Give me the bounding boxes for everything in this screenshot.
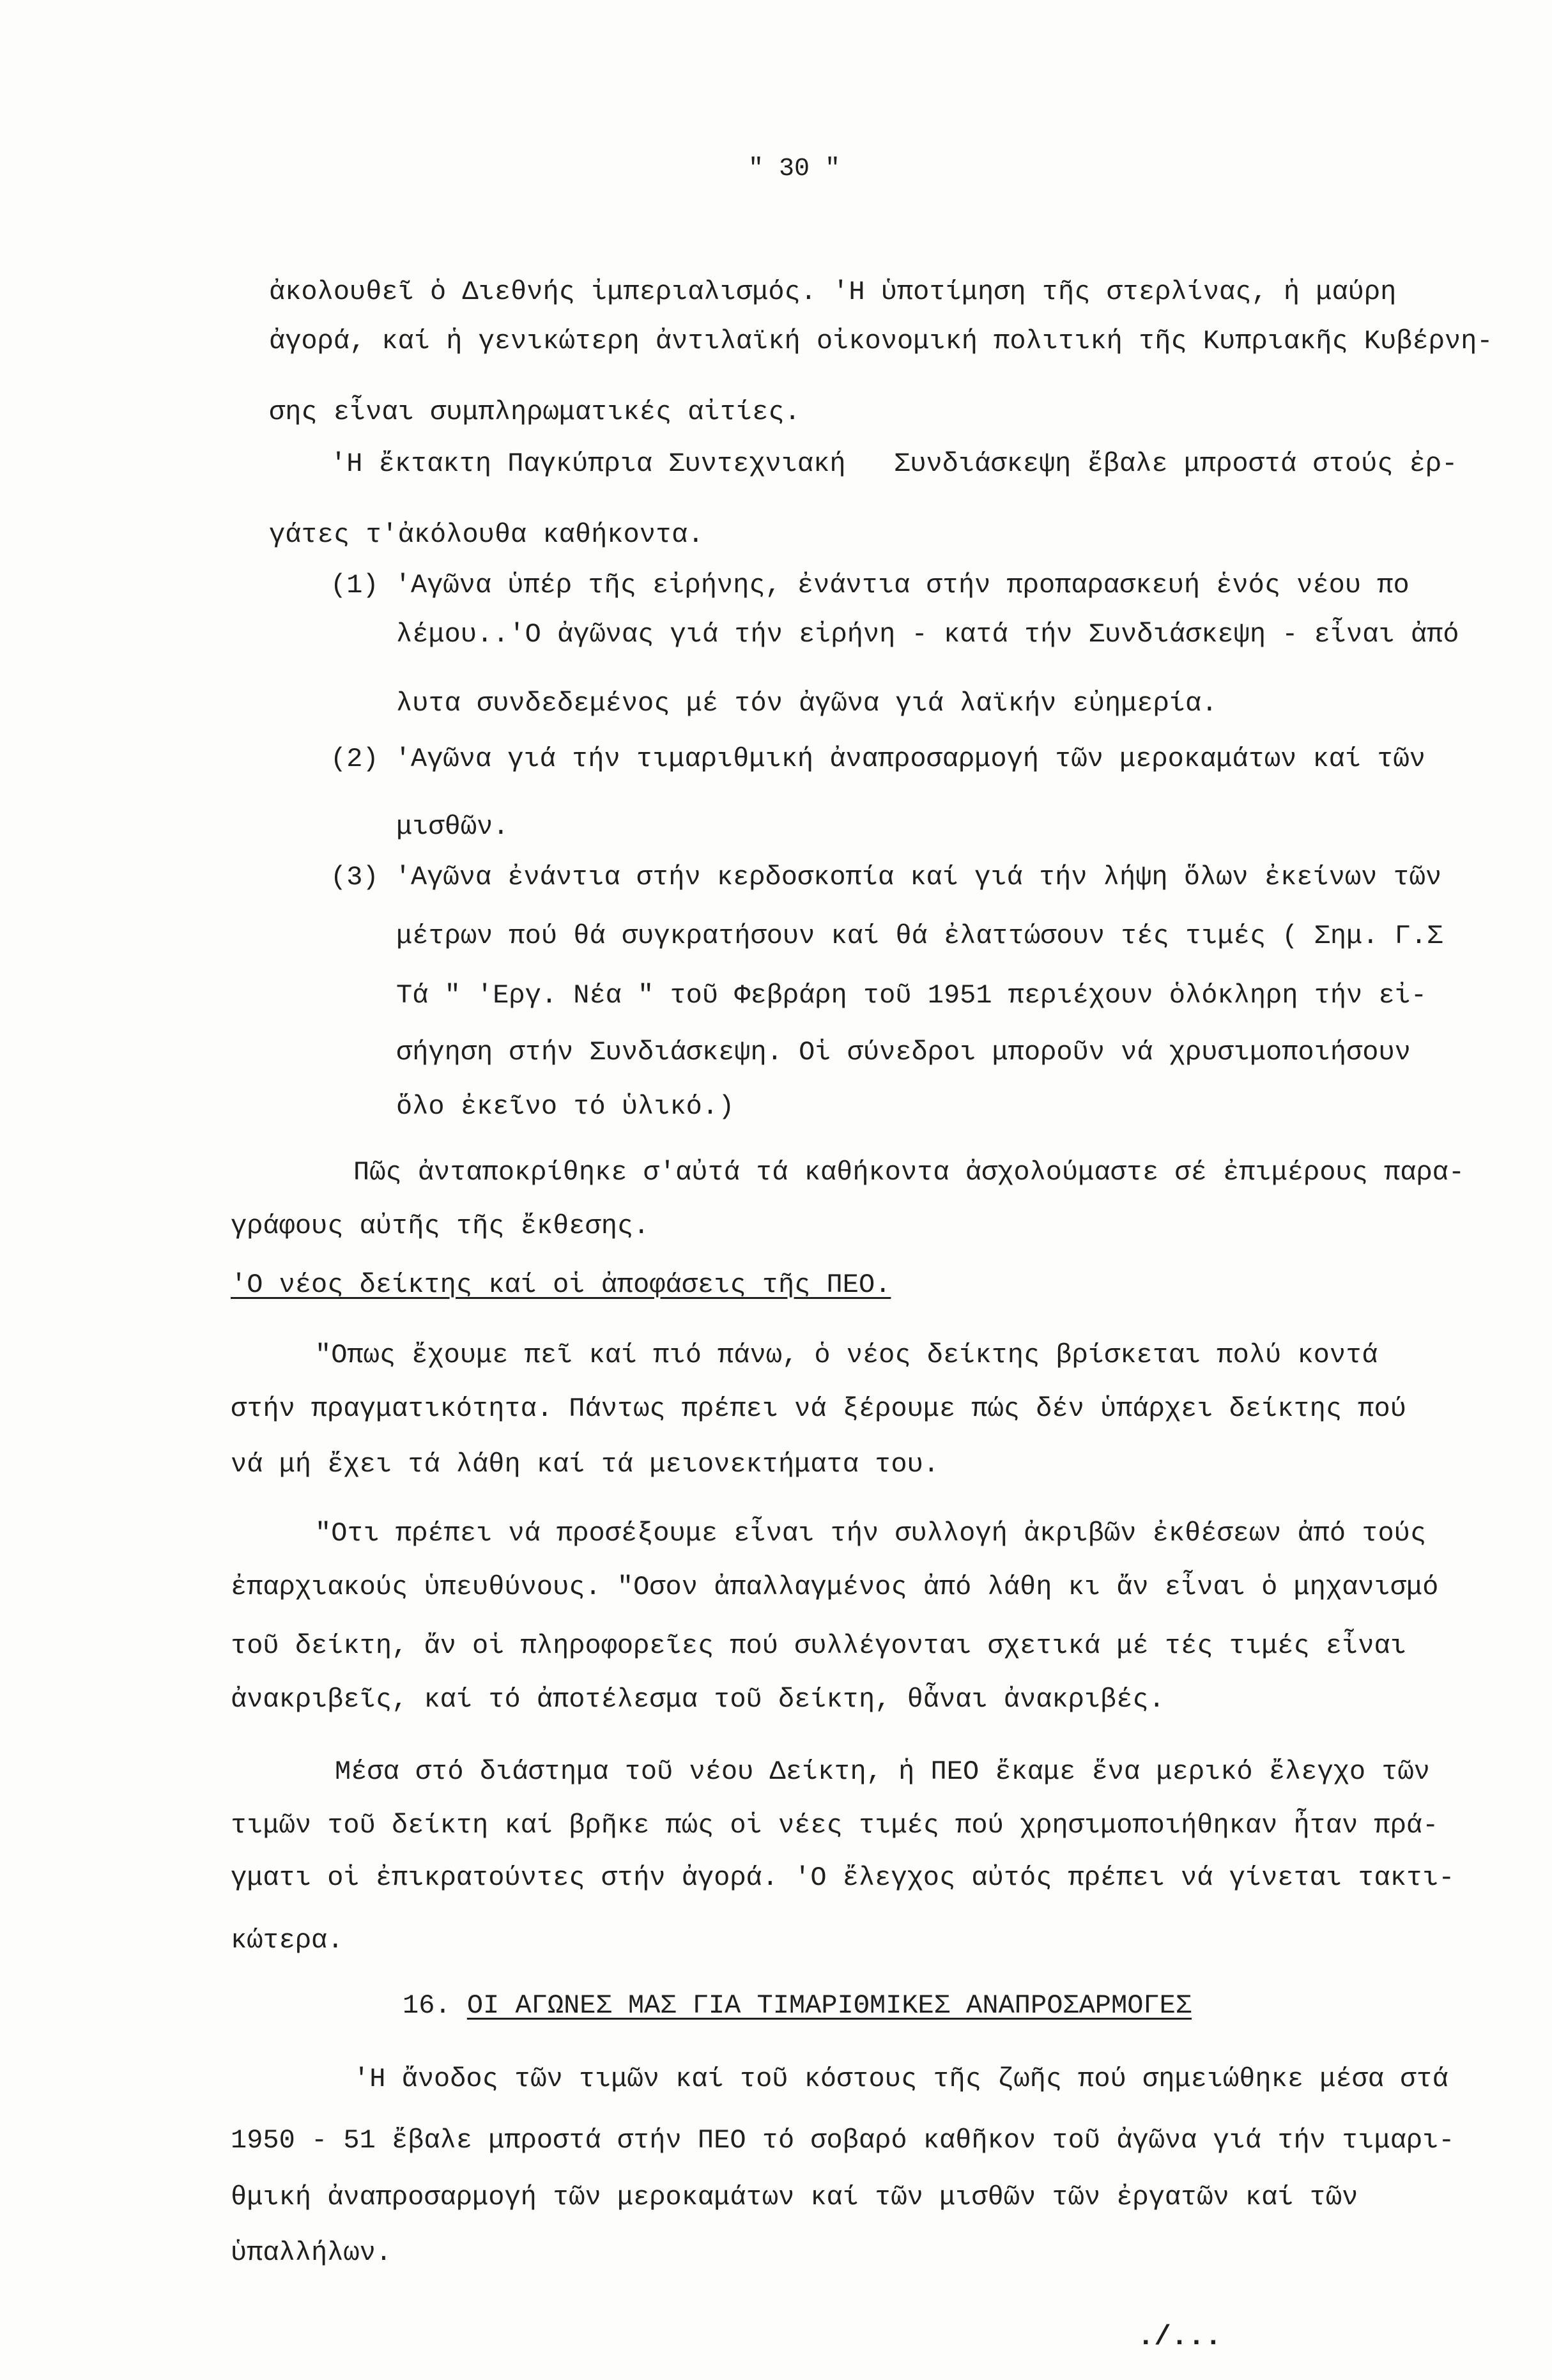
section-number: 16. — [403, 1990, 451, 2021]
text-line: ἐπαρχιακούς ὑπευθύνους. "Οσον ἀπαλλαγμένος ἀπό λάθη κι ἄν εἶναι ὁ μηχανισμό — [231, 1572, 1439, 1602]
text-line: Τά " 'Εργ. Νέα " τοῦ Φεβράρη τοῦ 1951 περιέχουν ὁλόκληρη τήν εἰ- — [396, 980, 1427, 1011]
text-line: σης εἶναι συμπληρωματικές αἰτίες. — [269, 397, 801, 427]
list-item-3: (3) 'Αγῶνα ἐνάντια στήν κερδοσκοπία καί γιά τήν λήψη ὅλων ἐκείνων τῶν — [330, 862, 1442, 893]
text-line: μισθῶν. — [396, 811, 509, 842]
text-line: λέμου..'Ο ἀγῶνας γιά τήν εἰρήνη - κατά τήν Συνδιάσκεψη - εἶναι ἀπό — [396, 619, 1459, 650]
text-line: ἀγορά, καί ἡ γενικώτερη ἀντιλαϊκή οἰκονομική πολιτική τῆς Κυπριακῆς Κυβέρνη- — [269, 326, 1493, 357]
text-line: τοῦ δείκτη, ἄν οἱ πληροφορεῖες πού συλλέγονται σχετικά μέ τές τιμές εἶναι — [231, 1631, 1406, 1661]
list-item-2: (2) 'Αγῶνα γιά τήν τιμαριθμική ἀναπροσαρμογή τῶν μεροκαμάτων καί τῶν — [330, 744, 1425, 774]
text-line: 'Η ἔκτακτη Παγκύπρια Συντεχνιακή Συνδιάσκεψη ἔβαλε μπροστά στούς ἐρ- — [330, 449, 1458, 479]
continuation-mark: ./... — [1137, 2321, 1222, 2353]
text-line: κώτερα. — [231, 1925, 344, 1956]
text-line: Πῶς ἀνταποκρίθηκε σ'αὐτά τά καθήκοντα ἀσχολούμαστε σέ ἐπιμέρους παρα- — [353, 1157, 1465, 1188]
text-line: γράφους αὐτῆς τῆς ἔκθεσης. — [231, 1211, 650, 1241]
text-line: "Οπως ἔχουμε πεῖ καί πιό πάνω, ὁ νέος δείκτης βρίσκεται πολύ κοντά — [315, 1340, 1378, 1370]
text-line: τιμῶν τοῦ δείκτη καί βρῆκε πώς οἱ νέες τιμές πού χρησιμοποιήθηκαν ἦταν πρά- — [231, 1810, 1439, 1841]
text-line: νά μή ἔχει τά λάθη καί τά μειονεκτήματα του. — [231, 1449, 939, 1480]
list-item-1: (1) 'Αγῶνα ὑπέρ τῆς εἰρήνης, ἐνάντια στήν προπαρασκευή ἑνός νέου πο — [330, 570, 1410, 601]
text-line: ἀνακριβεῖς, καί τό ἀποτέλεσμα τοῦ δείκτη, θἆναι ἀνακριβές. — [231, 1684, 1165, 1715]
section-title: ΟΙ ΑΓΩΝΕΣ ΜΑΣ ΓΙΑ ΤΙΜΑΡΙΘΜΙΚΕΣ ΑΝΑΠΡΟΣΑΡΜΟΓΕΣ — [466, 1990, 1192, 2021]
text-line: γματι οἱ ἐπικρατούντες στήν ἀγορά. 'Ο ἔλεγχος αὐτός πρέπει νά γίνεται τακτι- — [231, 1862, 1455, 1893]
page-number: " 30 " — [748, 155, 841, 183]
text-line: λυτα συνδεδεμένος μέ τόν ἀγῶνα γιά λαϊκήν εὐημερία. — [396, 688, 1218, 719]
text-line: "Οτι πρέπει νά προσέξουμε εἶναι τήν συλλογή ἀκριβῶν ἐκθέσεων ἀπό τούς — [315, 1518, 1427, 1549]
text-line: Μέσα στό διάστημα τοῦ νέου Δείκτη, ἡ ΠΕΟ ἔκαμε ἕνα μερικό ἔλεγχο τῶν — [335, 1756, 1430, 1787]
text-line: μέτρων πού θά συγκρατήσουν καί θά ἐλαττώσουν τές τιμές ( Σημ. Γ.Σ — [396, 921, 1443, 951]
text-line: ὑπαλλήλων. — [231, 2238, 392, 2268]
text-line: γάτες τ'ἀκόλουθα καθήκοντα. — [269, 519, 704, 550]
text-line: 'Η ἄνοδος τῶν τιμῶν καί τοῦ κόστους τῆς ζωῆς πού σημειώθηκε μέσα στά — [353, 2064, 1448, 2094]
subheading: 'Ο νέος δείκτης καί οἱ ἀποφάσεις τῆς ΠΕΟ. — [231, 1270, 891, 1300]
text-line: σήγηση στήν Συνδιάσκεψη. Οἱ σύνεδροι μποροῦν νά χρυσιμοποιήσουν — [396, 1037, 1411, 1068]
text-line: 1950 - 51 ἔβαλε μπροστά στήν ΠΕΟ τό σοβαρό καθῆκον τοῦ ἀγῶνα γιά τήν τιμαρι- — [231, 2125, 1455, 2156]
text-line: στήν πραγματικότητα. Πάντως πρέπει νά ξέρουμε πώς δέν ὑπάρχει δείκτης πού — [231, 1393, 1406, 1424]
section-heading — [403, 1990, 1192, 2021]
text-line: θμική ἀναπροσαρμογή τῶν μεροκαμάτων καί τῶν μισθῶν τῶν ἐργατῶν καί τῶν — [231, 2182, 1358, 2213]
text-line: ὅλο ἐκεῖνο τό ὑλικό.) — [396, 1091, 735, 1122]
text-line: ἀκολουθεῖ ὁ Διεθνής ἰμπεριαλισμός. 'Η ὑποτίμηση τῆς στερλίνας, ἡ μαύρη — [269, 277, 1397, 307]
